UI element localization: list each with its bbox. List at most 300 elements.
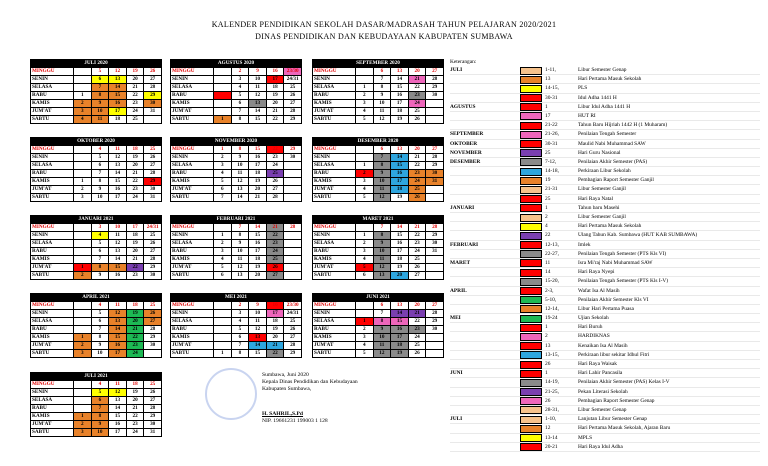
month-header: APRIL 2021 [31,294,161,301]
legend-month: OKTOBER [450,140,478,147]
legend-swatch [520,85,542,93]
date-cell [425,272,443,279]
date-cell: 15 [248,350,266,357]
date-cell: 21 [408,76,426,83]
legend-swatch [520,195,542,203]
week-day-row [313,83,443,91]
title-line-2: DINAS PENDIDIKAN DAN KEBUDAYAAN KABUPATEN SUMBAWA [255,32,513,41]
date-cell: 17 [108,429,126,436]
legend-description: Hari Raya Nyepi [578,269,615,276]
legend-date: 15-20, [545,278,559,285]
legend-month [450,388,520,396]
date-cell: 29 [425,162,443,169]
date-cell: 23 [126,421,144,428]
date-cell: 30 [143,100,161,107]
date-cell: 12 [373,116,391,123]
date-cell: 12 [373,264,391,271]
legend-description: Pembagian Raport Semester Genap [578,397,655,404]
week-day-row [31,153,161,161]
legend-swatch [520,388,542,396]
legend-description: Isra Mi'raj Nabi Muhammad SAW [578,259,653,266]
legend-date: 2 [545,333,548,340]
day-label: MINGGU [32,302,55,308]
day-label: RABU [172,92,187,98]
day-label: JUM'AT [32,108,52,114]
date-cell [425,264,443,271]
date-cell: 17 [390,334,408,341]
date-cell: 27 [143,248,161,255]
date-cell: 10 [108,224,126,231]
day-label: KAMIS [172,178,190,184]
legend-month: SEPTEMBER [450,131,484,138]
date-cell: 12 [373,350,391,357]
legend-month [450,222,520,230]
date-cell: 12 [108,310,126,317]
date-cell: 23 [126,186,144,193]
date-cell: 15 [390,318,408,325]
date-cell: 28 [425,310,443,317]
date-cell: 20 [266,100,284,107]
legend-item [450,415,760,424]
legend-date: 13 [545,76,551,83]
date-cell: 18 [108,116,126,123]
week-day-row [171,317,301,325]
date-cell: 19 [126,68,144,75]
date-cell: 30 [143,186,161,193]
date-cell [425,194,443,201]
date-cell: 1 [73,264,91,271]
date-cell [355,302,373,309]
legend-description: Imlek [578,241,591,248]
date-cell: 10 [91,350,109,357]
legend-date: 12-14, [545,305,559,312]
legend-description: Libur Hari Pertama Puasa [578,305,634,312]
legend-swatch [520,103,542,111]
date-cell [73,248,91,255]
legend-date: 21-26, [545,131,559,138]
day-label: SENIN [314,310,330,316]
date-cell [213,334,231,341]
date-cell: 20 [126,318,144,325]
week-day-row [31,75,161,83]
legend-item [450,351,760,360]
legend-description: MPLS [578,434,593,441]
week-day-row [31,309,161,317]
day-label: KAMIS [172,256,190,262]
legend-description: Hari Guru Nasional [578,149,621,156]
date-cell: 6 [213,272,231,279]
legend-item [450,84,760,93]
date-cell [283,272,301,279]
date-cell: 11 [373,342,391,349]
week-day-row [313,185,443,193]
date-cell: 27 [143,76,161,83]
date-cell: 12 [231,178,249,185]
date-cell: 7 [373,224,391,231]
legend-date: 20-21 [545,443,558,450]
date-cell: 6 [91,76,109,83]
date-cell: 27 [143,162,161,169]
date-cell [283,256,301,263]
date-cell: 13 [248,100,266,107]
date-cell: 18 [390,256,408,263]
date-cell: 24 [266,162,284,169]
day-label: RABU [172,326,187,332]
day-label: KAMIS [314,334,332,340]
date-cell: 6 [91,318,109,325]
date-cell: 22 [408,162,426,169]
date-cell: 7 [373,76,391,83]
date-cell: 31 [143,108,161,115]
date-cell: 22 [408,84,426,91]
legend-swatch [520,76,542,84]
legend-description: Libur Semester Genap [578,67,627,73]
legend-month [450,84,520,92]
week-day-row [313,231,443,239]
week-day-row [171,247,301,255]
legend-description: Ulang Tahun Kab. Sumbawa (HUT KAB SUMBAWA) [578,232,698,239]
legend-item [450,424,760,433]
date-cell: 3 [91,224,109,231]
legend-date: 25 [545,149,551,156]
date-cell: 7 [91,326,109,333]
legend-description: Ujian Sekolah [578,315,609,322]
week-day-row [313,309,443,317]
legend-item [450,388,760,397]
legend-month [450,342,520,350]
date-cell: 16 [108,342,126,349]
legend-month [450,406,520,414]
legend-month [450,167,520,175]
week-day-row [171,349,301,357]
date-cell: 5 [91,389,109,396]
date-cell: 3 [355,334,373,341]
date-cell: 17 [390,100,408,107]
date-cell: 5 [355,194,373,201]
week-day-row [31,177,161,185]
week-day-row [313,115,443,123]
month-calendar [312,137,444,202]
legend-item [450,112,760,121]
day-label: SENIN [314,76,330,82]
day-label: JUM'AT [32,342,52,348]
date-cell [283,232,301,239]
week-day-row [31,145,161,153]
date-cell: 4 [73,116,91,123]
legend-swatch [520,296,542,304]
legend-month: NOVEMBER [450,149,482,156]
date-cell: 24 [126,108,144,115]
date-cell: 13 [231,272,249,279]
date-cell: 18 [126,146,144,153]
date-cell: 23 [408,92,426,99]
month-header: MARET 2021 [313,216,443,223]
date-cell [73,84,91,91]
legend-item [450,94,760,103]
week-day-row [313,247,443,255]
date-cell: 23 [126,342,144,349]
legend-swatch [520,379,542,387]
day-label: MINGGU [32,68,55,74]
date-cell [213,76,231,83]
day-label: JUM'AT [32,264,52,270]
date-cell: 3 [213,248,231,255]
date-cell: 28 [425,224,443,231]
month-header: JULI 2020 [31,60,161,67]
date-cell: 27 [266,186,284,193]
date-cell: 30 [143,421,161,428]
day-label: SELASA [314,318,335,324]
date-cell: 9 [91,272,109,279]
week-day-row [313,333,443,341]
date-cell [213,326,231,333]
day-label: JUM'AT [172,342,192,348]
date-cell: 21 [266,108,284,115]
date-cell: 26 [408,194,426,201]
date-cell: 26 [266,264,284,271]
day-label: SENIN [314,154,330,160]
legend-swatch [520,361,542,369]
date-cell [143,350,161,357]
week-day-row [313,177,443,185]
day-label: MINGGU [32,146,55,152]
date-cell: 1 [355,84,373,91]
day-label: SABTU [172,350,190,356]
date-cell: 22 [266,232,284,239]
week-day-row [31,388,161,396]
legend-item [450,323,760,332]
date-cell: 8 [91,413,109,420]
date-cell: 27 [425,146,443,153]
day-label: MINGGU [32,381,55,387]
week-day-row [31,83,161,91]
date-cell: 8 [373,232,391,239]
legend-item [450,259,760,268]
week-day-row [313,169,443,177]
date-cell [73,154,91,161]
date-cell: 3 [73,429,91,436]
date-cell: 15 [108,178,126,185]
date-cell: 14 [108,326,126,333]
date-cell: 26 [143,389,161,396]
legend-month [450,121,520,129]
legend-item [450,332,760,341]
date-cell: 14 [390,154,408,161]
day-label: MINGGU [314,146,337,152]
week-day-row [313,263,443,271]
day-label: RABU [314,326,329,332]
legend-description: Hari Raya Idul Adha [578,443,623,450]
legend-date: 25 [545,195,551,202]
date-cell [73,318,91,325]
date-cell: 31 [425,248,443,255]
date-cell: 8 [231,232,249,239]
legend-description: Wafat Isa Al Masih [578,287,620,294]
date-cell: 27 [266,272,284,279]
week-day-row [31,412,161,420]
week-day-row [31,161,161,169]
date-cell: 13 [390,68,408,75]
date-cell: 12 [108,154,126,161]
week-day-row [171,107,301,115]
date-cell: 12 [248,92,266,99]
legend-description: Penilaian Tengah Semester [578,131,637,138]
day-label: JUM'AT [314,108,334,114]
legend-swatch [520,278,542,286]
date-cell: 22 [266,350,284,357]
date-cell [73,326,91,333]
date-cell [355,310,373,317]
week-day-row [171,333,301,341]
date-cell: 4 [231,318,249,325]
legend-description: Libur Idul Adha 1441 H [578,103,631,110]
week-day-row [31,231,161,239]
day-label: RABU [32,170,47,176]
legend-date: 26 [545,397,551,404]
week-day-row [31,115,161,123]
official-stamp [205,368,257,420]
date-cell: 1 [213,232,231,239]
day-label: SENIN [32,154,48,160]
day-label: RABU [172,170,187,176]
legend-swatch [520,287,542,295]
date-cell: 6 [231,334,249,341]
date-cell: 10 [248,76,266,83]
legend-item [450,250,760,259]
legend-description: Lanjutan Libur Semester Genap [578,416,648,423]
legend-date: 22 [545,232,551,239]
month-header: JUNI 2021 [313,294,443,301]
date-cell: 16 [108,272,126,279]
week-day-row [313,91,443,99]
date-cell [213,342,231,349]
legend-month [450,323,520,331]
date-cell: 1 [355,318,373,325]
month-header: FEBRUARI 2021 [171,216,301,223]
day-label: SABTU [32,116,50,122]
date-cell: 8 [373,162,391,169]
day-label: SELASA [32,397,53,403]
legend-month [450,75,520,83]
date-cell: 19 [390,194,408,201]
date-cell: 28 [283,342,301,349]
date-cell: 19 [126,389,144,396]
week-day-row [31,349,161,357]
date-cell: 5 [213,264,231,271]
legend-month [450,185,520,193]
week-day-row [313,99,443,107]
date-cell [425,116,443,123]
date-cell [73,162,91,169]
legend-date: 4 [545,223,548,230]
week-day-row [31,333,161,341]
date-cell: 2 [73,186,91,193]
date-cell: 28 [266,194,284,201]
date-cell: 11 [108,381,126,388]
legend-swatch [520,94,542,102]
date-cell [73,256,91,263]
date-cell: 1 [73,92,91,99]
date-cell: 30 [425,92,443,99]
date-cell: 10 [373,248,391,255]
date-cell: 21 [126,256,144,263]
legend-month: JULI [450,416,463,423]
legend-description: Libur Semester Ganjil [578,186,626,193]
date-cell: 6 [213,186,231,193]
legend-description: Kenaikan Isa Al Masih [578,342,628,349]
date-cell: 16 [108,100,126,107]
date-cell: 20 [390,272,408,279]
date-cell: 6 [373,68,391,75]
day-label: MINGGU [172,68,195,74]
day-label: KAMIS [32,413,50,419]
date-cell: 7 [231,342,249,349]
week-day-row [31,325,161,333]
date-cell: 21 [408,154,426,161]
date-cell: 10 [91,429,109,436]
date-cell [73,302,91,309]
date-cell: 26 [408,116,426,123]
date-cell: 11 [231,170,249,177]
date-cell: 21 [126,326,144,333]
legend-item [450,360,760,369]
week-day-row [171,185,301,193]
day-label: SENIN [32,389,48,395]
date-cell: 12 [108,68,126,75]
date-cell: 9 [248,302,266,309]
day-label: SENIN [32,232,48,238]
date-cell: 13 [108,248,126,255]
day-label: JUM'AT [314,264,334,270]
date-cell [73,389,91,396]
date-cell: 30 [425,170,443,177]
date-cell: 2 [231,68,249,75]
date-cell: 15 [390,84,408,91]
legend-description: HUT RI [578,112,596,119]
date-cell: 21 [408,224,426,231]
day-label: SENIN [172,154,188,160]
date-cell [355,154,373,161]
date-cell: 17 [248,162,266,169]
date-cell [283,240,301,247]
date-cell: 28 [143,326,161,333]
legend-item [450,167,760,176]
date-cell: 14 [390,224,408,231]
date-cell: 13 [248,334,266,341]
date-cell: 11 [108,302,126,309]
date-cell [213,100,231,107]
week-day-row [313,145,443,153]
date-cell: 15 [390,232,408,239]
legend-month [450,250,520,258]
date-cell: 21 [266,224,284,231]
date-cell: 18 [126,232,144,239]
month-header: AGUSTUS 2020 [171,60,301,67]
date-cell: 10 [373,100,391,107]
date-cell: 27 [283,100,301,107]
date-cell: 16 [266,302,284,309]
week-day-row [171,223,301,231]
legend-month: AGUSTUS [450,103,476,110]
day-label: MINGGU [172,224,195,230]
date-cell: 22 [126,92,144,99]
date-cell: 19 [248,264,266,271]
date-cell: 4 [91,381,109,388]
week-day-row [31,67,161,75]
date-cell: 25 [266,256,284,263]
date-cell: 12 [231,264,249,271]
week-day-row [171,115,301,123]
